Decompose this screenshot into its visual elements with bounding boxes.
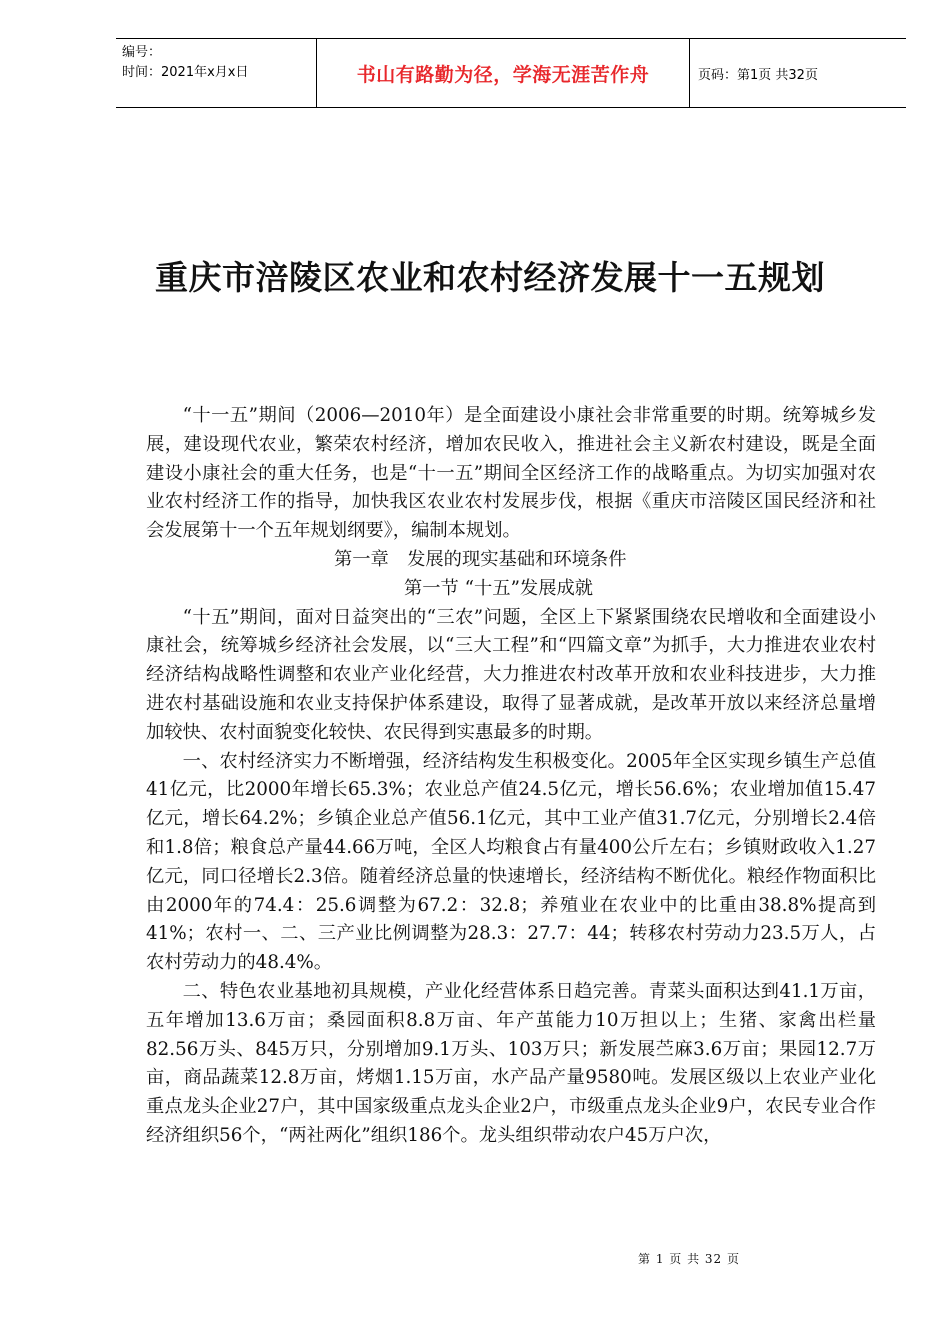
paragraph-achievements: “十五”期间，面对日益突出的“三农”问题，全区上下紧紧围绕农民增收和全面建设小康社会，统筹城乡经济社会发展，以“三大工程”和“四篇文章”为抓手，大力推进农业农村经济结构战略性调整和农业产业化经营，大力推进农村改革开放和农业科技进步，大力推进农村基础设施和农业支持保护体系建设，取得了显著成就，是改革开放以来经济总量增加较快、农村面貌变化较快、农民得到实惠最多的时期。 (146, 606, 876, 743)
page-footer: 第 1 页 共 32 页 (638, 1252, 740, 1266)
document-title: 重庆市涪陵区农业和农村经济发展十一五规划 (155, 258, 825, 297)
header-motto: 书山有路勤为径，学海无涯苦作舟 (316, 39, 690, 107)
paragraph-agriculture: 二、特色农业基地初具规模，产业化经营体系日趋完善。青菜头面积达到41.1万亩，五年增加13.6万亩；桑园面积8.8万亩、年产茧能力10万担以上；生猪、家禽出栏量82.56万头、845万只，分别增加9.1万头、103万只；新发展苎麻3.6万亩；果园12.7万亩，商品蔬菜12.8万亩，烤烟1.15万亩，水产品产量9580吨。发展区级以上农业产业化重点龙头企业27户，其中国家级重点龙头企业2户，市级重点龙头企业9户，农民专业合作经济组织56个，“两社两化”组织186个。龙头组织带动农户45万户次， (146, 980, 876, 1146)
paragraph-economy: 一、农村经济实力不断增强，经济结构发生积极变化。2005年全区实现乡镇生产总值41亿元，比2000年增长65.3%；农业总产值24.5亿元，增长56.6%；农业增加值15.47亿元，增长64.2%；乡镇企业总产值56.1亿元，其中工业产值31.7亿元，分别增长2.4倍和1.8倍；粮食总产量44.66万吨，全区人均粮食占有量400公斤左右；乡镇财政收入1.27亿元，同口径增长2.3倍。随着经济总量的快速增长，经济结构不断优化。粮经作物面积比由2000年的74.4：25.6调整为67.2：32.8；养殖业在农业中的比重由38.8%提高到41%；农村一、二、三产业比例调整为28.3：27.7：44；转移农村劳动力23.5万人，占农村劳动力的48.4%。 (146, 750, 876, 974)
date-line: 时间：2021年x月x日 (122, 65, 249, 80)
page-header (116, 38, 906, 108)
header-meta (116, 39, 316, 107)
code-label: 编号： (122, 45, 162, 60)
document-body (146, 402, 876, 1151)
chapter-heading: 第一章 发展的现实基础和环境条件 (334, 548, 627, 570)
section-heading: 第一节 “十五”发展成就 (404, 577, 594, 599)
paragraph-intro: “十一五”期间（2006—2010年）是全面建设小康社会非常重要的时期。统筹城乡发展，建设现代农业，繁荣农村经济，增加农民收入，推进社会主义新农村建设，既是全面建设小康社会的重大任务，也是“十一五”期间全区经济工作的战略重点。为切实加强对农业农村经济工作的指导，加快我区农业农村发展步伐，根据《重庆市涪陵区国民经济和社会发展第十一个五年规划纲要》，编制本规划。 (146, 405, 876, 542)
header-page-info: 页码：第1页 共32页 (698, 67, 818, 83)
